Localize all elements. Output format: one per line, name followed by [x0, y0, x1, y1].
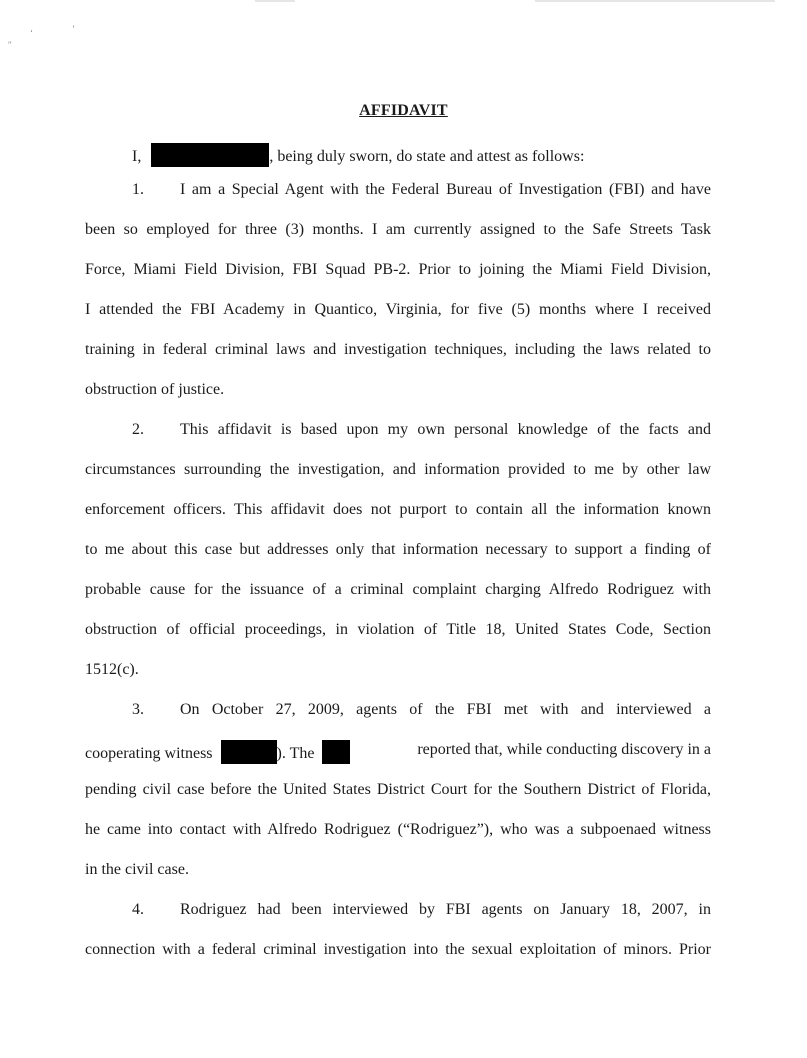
paragraph-2-line: probable cause for the issuance of a criminal complaint charging Alfredo Rodriguez with: [85, 581, 711, 598]
scan-artifact: [535, 0, 775, 2]
paragraph-1-line: Force, Miami Field Division, FBI Squad PB-2. Prior to joining the Miami Field Division,: [85, 261, 711, 278]
paragraph-2-line: obstruction of official proceedings, in violation of Title 18, United States Code, Section: [85, 621, 711, 638]
margin-mark: ʼ: [72, 24, 75, 34]
paragraph-number: 2.: [132, 421, 144, 438]
paragraph-1-line: obstruction of justice.: [85, 381, 225, 398]
paragraph-1-line: [132, 180, 711, 200]
redacted-witness-id: [322, 740, 350, 764]
paragraph-number: 4.: [132, 901, 144, 918]
paragraph-2-line: circumstances surrounding the investigation, and information provided to me by other law: [85, 461, 711, 478]
paragraph-1-line: I attended the FBI Academy in Quantico, Virginia, for five (5) months where I received: [85, 301, 711, 318]
paragraph-3-line: he came into contact with Alfredo Rodriguez (“Rodriguez”), who was a subpoenaed witness: [85, 821, 711, 838]
paragraph-3-line: [132, 700, 711, 720]
margin-mark: ʻ: [30, 28, 33, 38]
redacted-name: [151, 143, 269, 167]
paragraph-number: 3.: [132, 701, 144, 718]
paragraph-text: This affidavit is based upon my own personal knowledge of the facts and: [180, 421, 711, 438]
paragraph-2-line: 1512(c).: [85, 661, 139, 678]
margin-mark: ″: [8, 40, 12, 50]
redacted-witness-id: [221, 740, 277, 764]
paragraph-3-line: in the civil case.: [85, 861, 189, 878]
redacted-line-part: cooperating witness: [85, 745, 213, 762]
paragraph-1-line: been so employed for three (3) months. I am currently assigned to the Safe Streets Task: [85, 221, 711, 238]
paragraph-2-line: [132, 420, 711, 440]
paragraph-2-line: to me about this case but addresses only that information necessary to support a finding of: [85, 541, 711, 558]
paragraph-text: Rodriguez had been interviewed by FBI agents on January 18, 2007, in: [180, 901, 711, 918]
paragraph-text: On October 27, 2009, agents of the FBI met with and interviewed a: [180, 701, 711, 718]
redacted-line-part: ). The: [276, 745, 315, 762]
paragraph-4-line: connection with a federal criminal investigation into the sexual exploitation of minors. Prior: [85, 941, 711, 958]
intro-pre: I,: [132, 148, 142, 165]
paragraph-number: 1.: [132, 181, 144, 198]
paragraph-1-line: training in federal criminal laws and investigation techniques, including the laws related to: [85, 341, 711, 358]
paragraph-3-line-redacted: [85, 740, 711, 764]
paragraph-text: I am a Special Agent with the Federal Bureau of Investigation (FBI) and have: [180, 181, 711, 198]
document-title: AFFIDAVIT: [359, 102, 448, 119]
paragraph-2-line: enforcement officers. This affidavit does not purport to contain all the information known: [85, 501, 711, 518]
paragraph-3-line: pending civil case before the United States District Court for the Southern District of Florida,: [85, 781, 711, 798]
paragraph-4-line: [132, 900, 711, 920]
intro-line: [132, 143, 584, 167]
intro-post: , being duly sworn, do state and attest as follows:: [269, 148, 585, 165]
redacted-line-part: reported that, while conducting discovery in a: [417, 741, 711, 758]
scan-artifact: [255, 0, 295, 2]
